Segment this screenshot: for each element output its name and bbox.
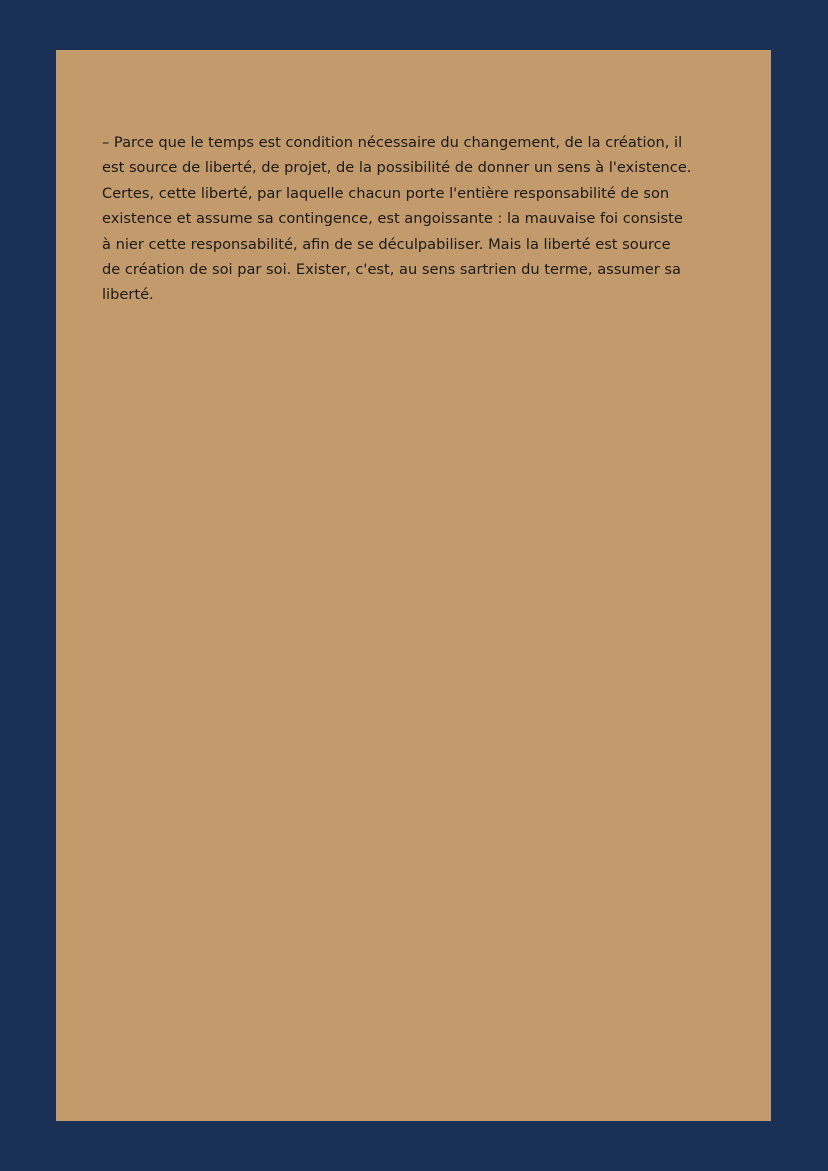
paragraph-line: liberté. <box>102 286 154 304</box>
paragraph-line: de création de soi par soi. Exister, c'est, au sens sartrien du terme, assumer sa <box>102 261 681 279</box>
paragraph-line: – Parce que le temps est condition nécessaire du changement, de la création, il <box>102 134 683 151</box>
body-paragraph <box>102 130 732 308</box>
paragraph-line: Certes, cette liberté, par laquelle chacun porte l'entière responsabilité de son <box>102 184 670 202</box>
paragraph-line: est source de liberté, de projet, de la possibilité de donner un sens à l'existence. <box>102 159 692 177</box>
document-page <box>56 50 771 1121</box>
paragraph-line: à nier cette responsabilité, afin de se déculpabiliser. Mais la liberté est source <box>102 235 671 253</box>
paragraph-line: existence et assume sa contingence, est angoissante : la mauvaise foi consiste <box>102 210 683 228</box>
